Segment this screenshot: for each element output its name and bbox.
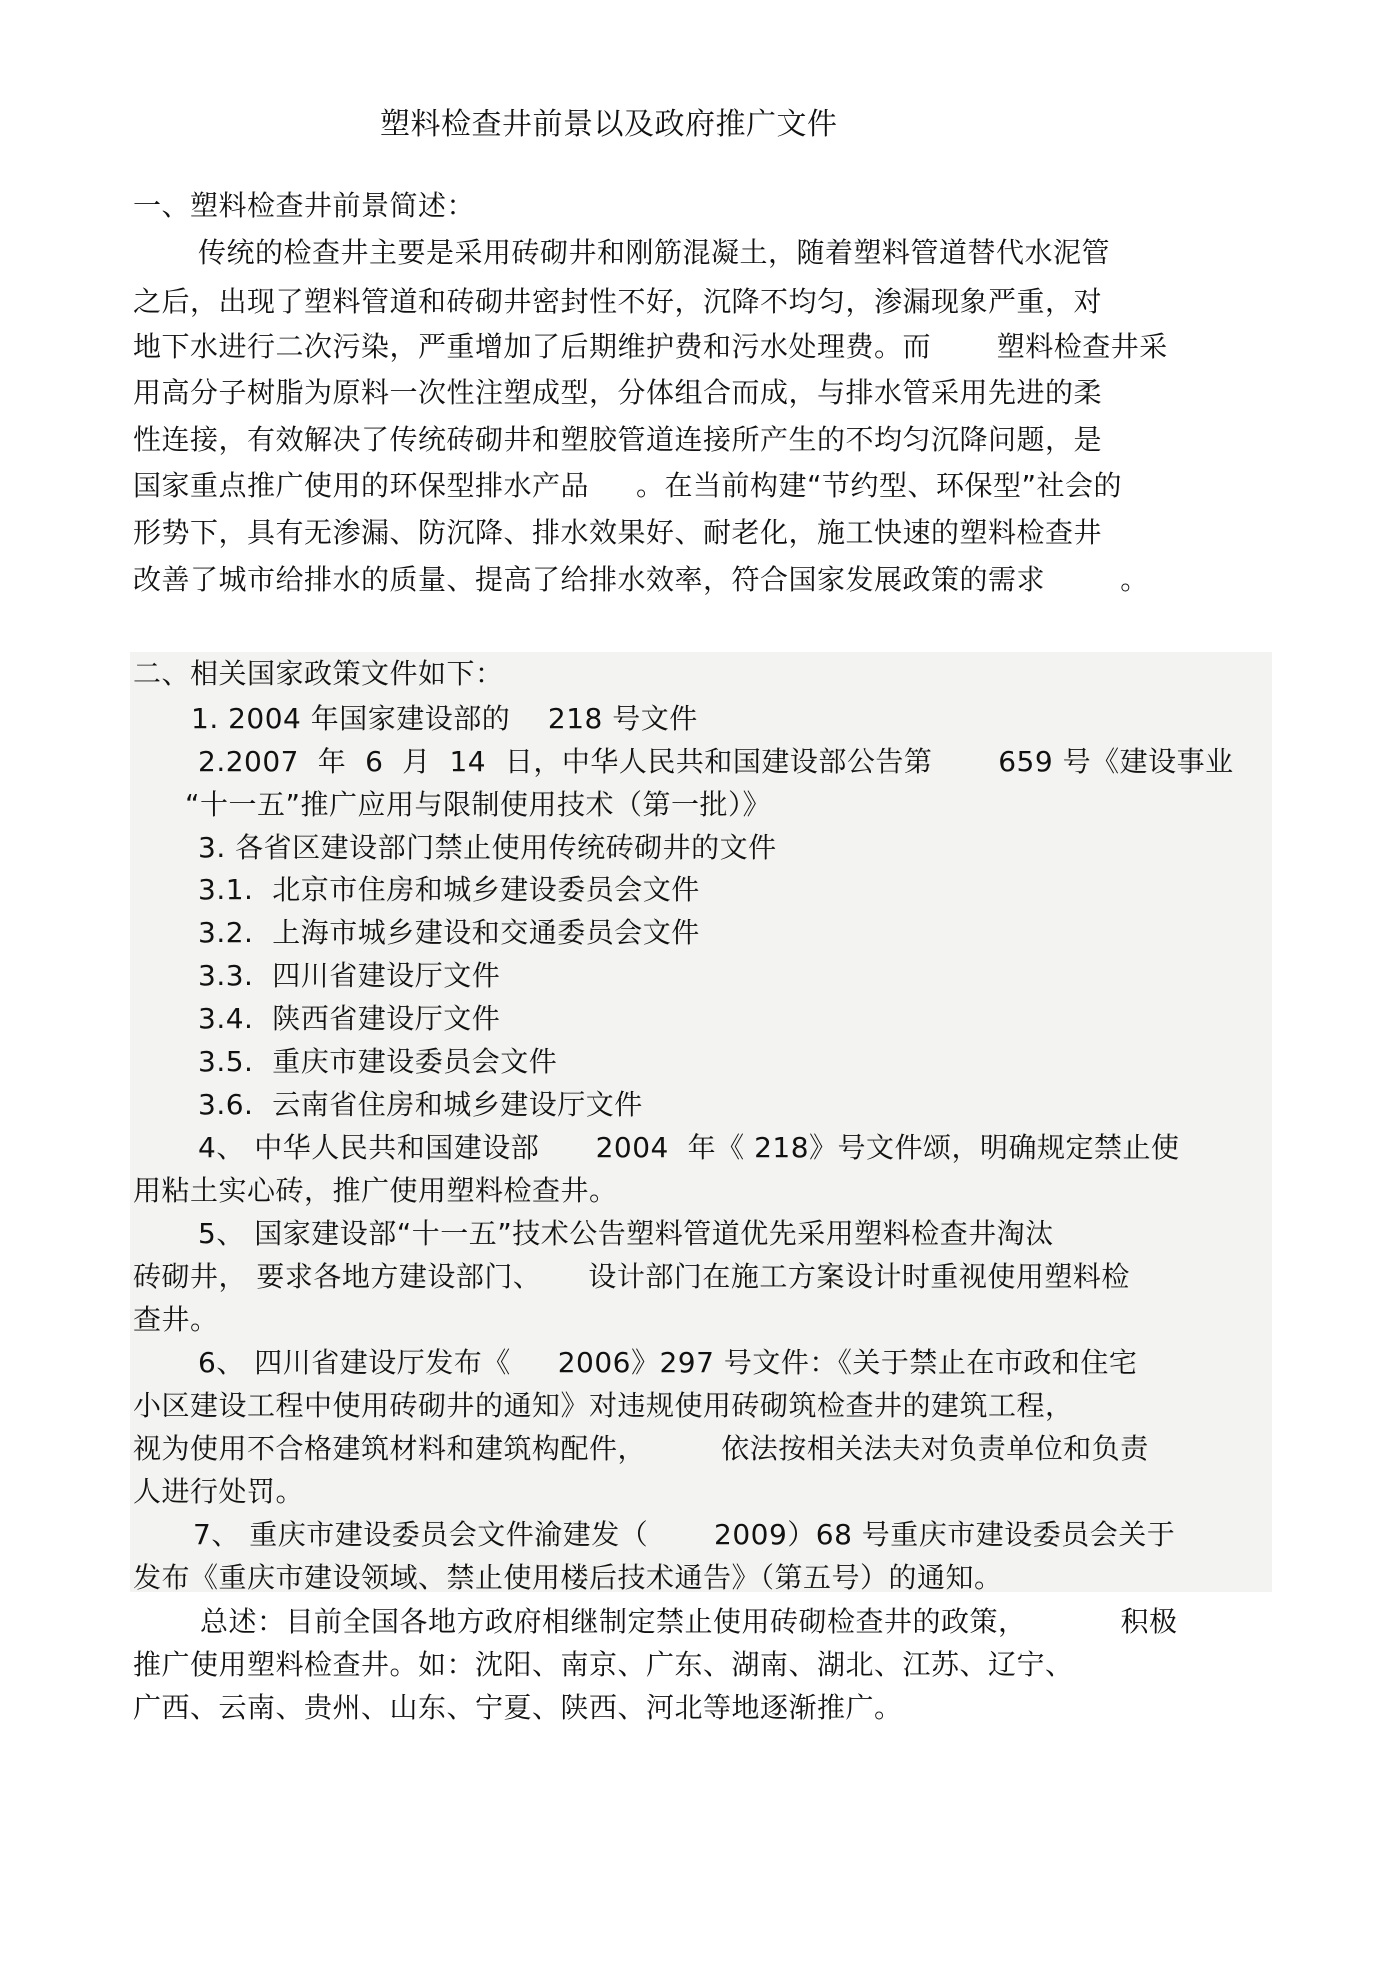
policy-item: 人进行处罚。 [133, 1475, 305, 1508]
policy-item: 用粘土实心砖，推广使用塑料检查井。 [133, 1174, 618, 1207]
summary-line: 推广使用塑料检查井。如：沈阳、南京、广东、湖南、湖北、江苏、辽宁、 [133, 1648, 1074, 1681]
policy-item: 砖砌井， 要求各地方建设部门、 设计部门在施工方案设计时重视使用塑料检 [133, 1260, 1130, 1293]
policy-item: “十一五”推广应用与限制使用技术（第一批）》 [185, 788, 772, 821]
policy-item: 3.1. 北京市住房和城乡建设委员会文件 [198, 873, 700, 906]
policy-item: 3.3. 四川省建设厅文件 [198, 959, 501, 992]
policy-item: 3. 各省区建设部门禁止使用传统砖砌井的文件 [198, 831, 777, 864]
document-title: 塑料检查井前景以及政府推广文件 [380, 107, 838, 142]
policy-item: 小区建设工程中使用砖砌井的通知》对违规使用砖砌筑检查井的建筑工程， [133, 1389, 1074, 1422]
policy-item: 视为使用不合格建筑材料和建筑构配件， 依法按相关法夫对负责单位和负责 [133, 1432, 1149, 1465]
section1-line: 之后，出现了塑料管道和砖砌井密封性不好，沉降不均匀，渗漏现象严重，对 [133, 285, 1103, 318]
policy-item: 4、 中华人民共和国建设部 2004 年《 218》号文件颂，明确规定禁止使 [198, 1131, 1180, 1164]
policy-item: 5、 国家建设部“十一五”技术公告塑料管道优先采用塑料检查井淘汰 [198, 1217, 1054, 1250]
policy-item: 3.5. 重庆市建设委员会文件 [198, 1045, 558, 1078]
section1-line: 形势下，具有无渗漏、防沉降、排水效果好、耐老化，施工快速的塑料检查井 [133, 516, 1103, 549]
section1-line: 用高分子树脂为原料一次性注塑成型，分体组合而成，与排水管采用先进的柔 [133, 376, 1103, 409]
section1-line: 国家重点推广使用的环保型排水产品 。在当前构建“节约型、环保型”社会的 [133, 469, 1123, 502]
policy-item: 3.2. 上海市城乡建设和交通委员会文件 [198, 916, 700, 949]
policy-item: 7、 重庆市建设委员会文件渝建发（ 2009）68 号重庆市建设委员会关于 [193, 1518, 1176, 1551]
policy-item: 6、 四川省建设厅发布《 2006》297 号文件：《关于禁止在市政和住宅 [198, 1346, 1138, 1379]
policy-item: 1. 2004 年国家建设部的 218 号文件 [191, 702, 698, 735]
summary-line: 总述：目前全国各地方政府相继制定禁止使用砖砌检查井的政策， 积极 [200, 1605, 1178, 1638]
summary-line: 广西、云南、贵州、山东、宁夏、陕西、河北等地逐渐推广。 [133, 1691, 903, 1724]
policy-item: 发布《重庆市建设领域、禁止使用楼后技术通告》（第五号）的通知。 [133, 1561, 1003, 1594]
section1-line: 性连接，有效解决了传统砖砌井和塑胶管道连接所产生的不均匀沉降问题，是 [133, 423, 1103, 456]
policy-item: 3.4. 陕西省建设厅文件 [198, 1002, 501, 1035]
section1-heading: 一、塑料检查井前景简述： [133, 189, 476, 222]
section1-line: 传统的检查井主要是采用砖砌井和刚筋混凝土，随着塑料管道替代水泥管 [198, 236, 1111, 269]
section1-line: 地下水进行二次污染，严重增加了后期维护费和污水处理费。而 塑料检查井采 [133, 330, 1168, 363]
policy-item: 3.6. 云南省住房和城乡建设厅文件 [198, 1088, 643, 1121]
policy-item: 2.2007 年 6 月 14 日，中华人民共和国建设部公告第 659 号《建设事业 [198, 745, 1234, 778]
section1-line: 改善了城市给排水的质量、提高了给排水效率，符合国家发展政策的需求 。 [133, 563, 1149, 596]
policy-item: 查井。 [133, 1303, 219, 1336]
section2-heading: 二、相关国家政策文件如下： [133, 657, 504, 690]
